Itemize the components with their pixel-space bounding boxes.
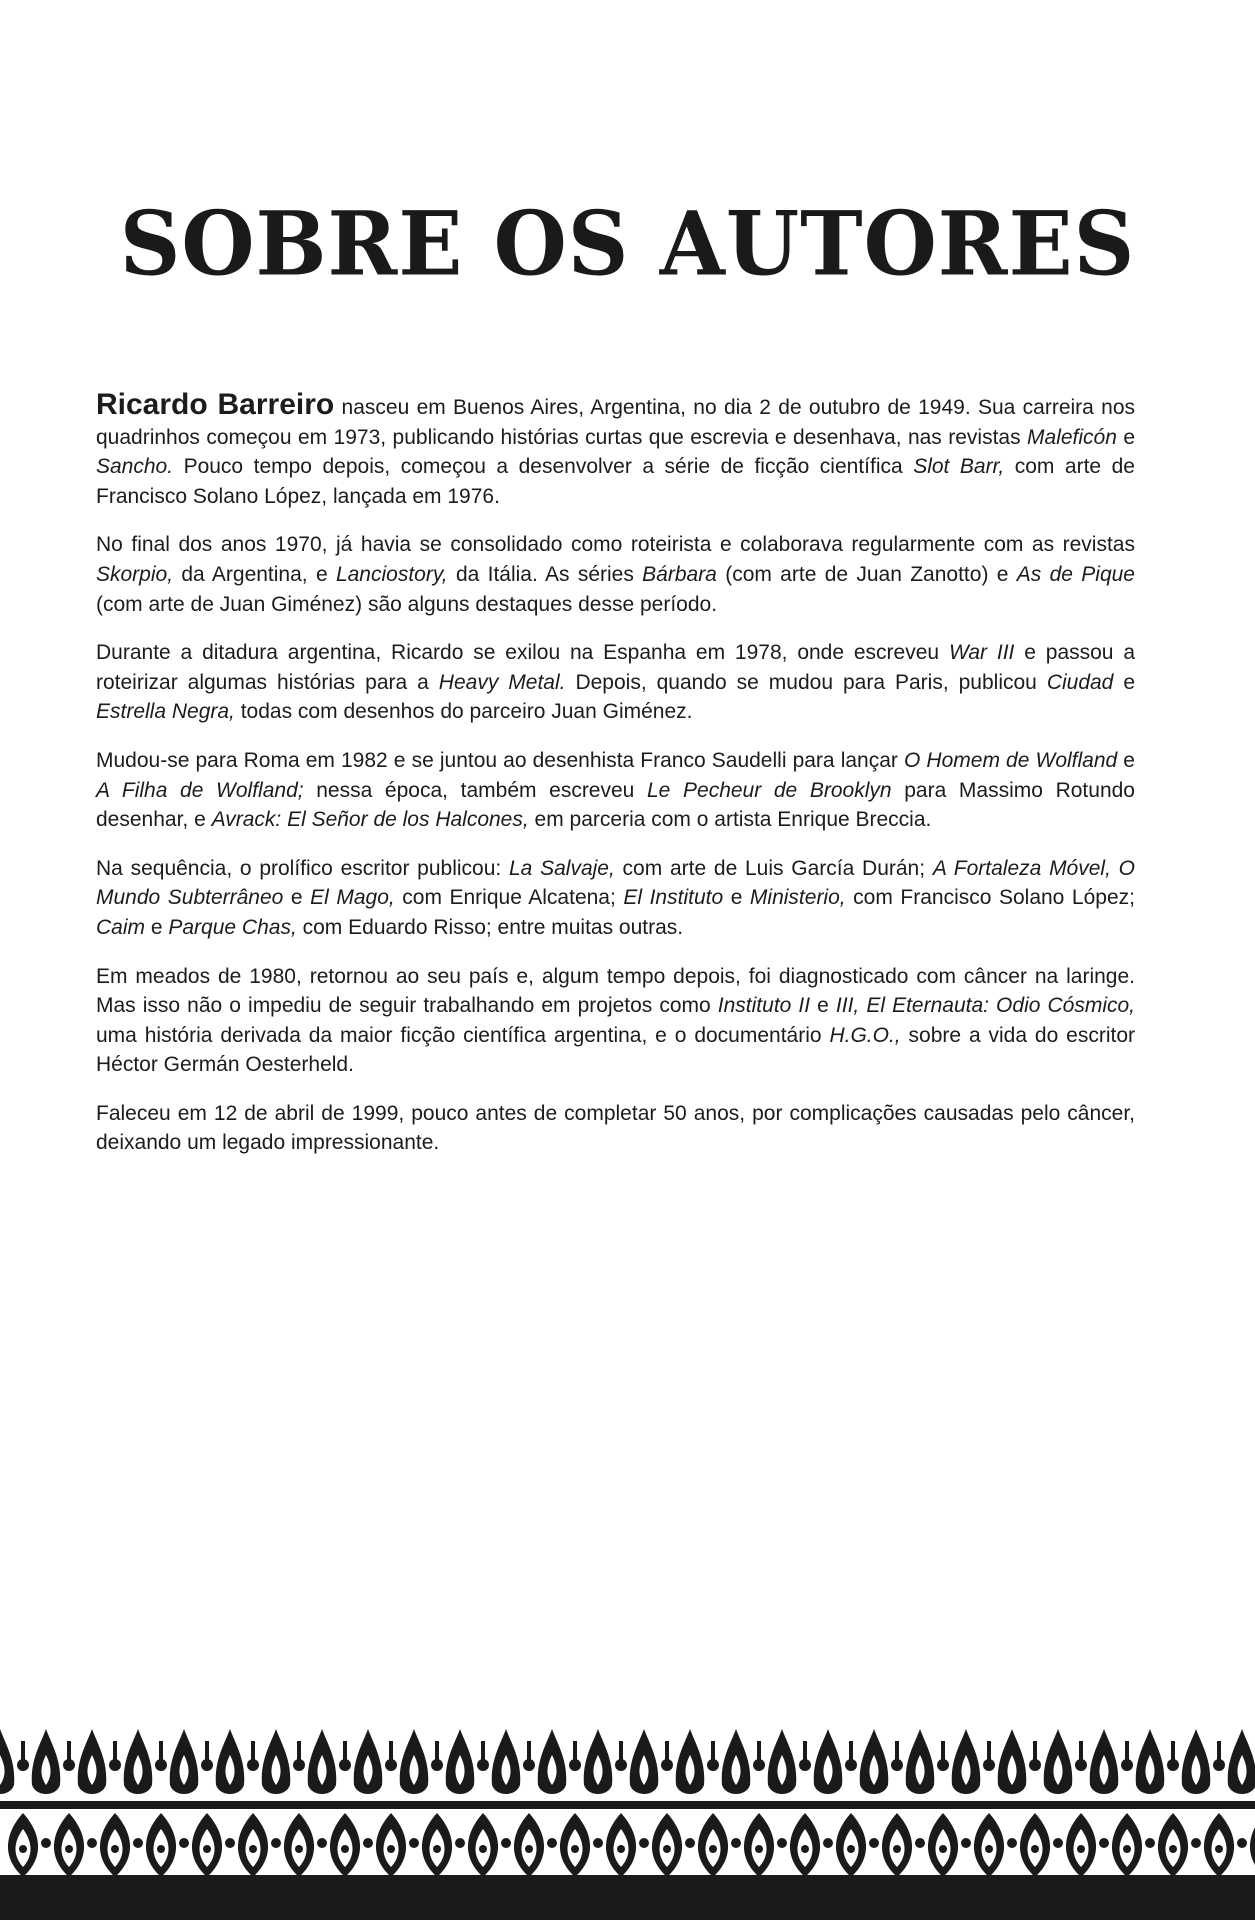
work-title: Heavy Metal. — [438, 670, 566, 694]
border-motif — [341, 1845, 349, 1853]
work-title: Ciudad — [1046, 670, 1114, 694]
work-title: El Mago, — [310, 886, 395, 910]
border-motif — [501, 1838, 511, 1848]
border-motif — [1031, 1845, 1039, 1853]
bio-text: e — [145, 915, 169, 939]
work-title: O Homem de Wolfland — [904, 748, 1118, 772]
border-motif — [803, 1741, 807, 1763]
border-motif — [435, 1741, 439, 1763]
border-motif — [1033, 1741, 1037, 1763]
bio-text: com Francisco Solano López; — [845, 886, 1135, 910]
work-title: Estrella Negra, — [96, 700, 235, 724]
border-motif — [1099, 1838, 1109, 1848]
bio-text: para Massimo Rotundo desenhar, e — [96, 778, 1135, 832]
border-motif — [433, 1845, 441, 1853]
bio-text: Depois, quando se mudou para Paris, publicou — [565, 670, 1047, 694]
bio-text: da Argentina, e — [173, 562, 336, 586]
border-motif — [389, 1741, 393, 1763]
border-motif — [317, 1838, 327, 1848]
border-motif — [157, 1845, 165, 1853]
border-motif — [915, 1838, 925, 1848]
border-motif — [757, 1741, 761, 1763]
border-motif — [1169, 1845, 1177, 1853]
border-motif — [1250, 1813, 1255, 1877]
border-motif — [455, 1838, 465, 1848]
bio-paragraph — [96, 390, 1135, 511]
bio-text: e — [1116, 425, 1136, 449]
border-motif — [65, 1845, 73, 1853]
border-motif — [409, 1838, 419, 1848]
bio-paragraph — [96, 530, 1135, 619]
border-motif — [639, 1838, 649, 1848]
border-motif — [709, 1845, 717, 1853]
border-motif — [363, 1838, 373, 1848]
border-motif — [251, 1741, 255, 1763]
border-motif — [665, 1741, 669, 1763]
border-motif — [593, 1838, 603, 1848]
border-motif — [869, 1838, 879, 1848]
border-motif — [1077, 1845, 1085, 1853]
work-title: Avrack: El Señor de los Halcones, — [211, 808, 529, 832]
bio-text: todas com desenhos do parceiro Juan Giménez. — [234, 700, 693, 724]
border-motif — [1171, 1741, 1175, 1763]
border-motif — [801, 1845, 809, 1853]
border-motif — [987, 1741, 991, 1763]
border-motif — [985, 1845, 993, 1853]
border-motif — [481, 1741, 485, 1763]
bio-text: (com arte de Juan Zanotto) e — [716, 562, 1017, 586]
bio-text: e passou a roteirizar algumas histórias para a — [96, 641, 1136, 694]
bio-text: e — [1113, 670, 1136, 694]
border-motif — [343, 1741, 347, 1763]
border-motif — [203, 1845, 211, 1853]
bio-text: nessa época, também escreveu — [303, 778, 647, 802]
work-title: Skorpio, — [96, 562, 174, 586]
border-motif — [0, 1801, 1255, 1809]
border-motif — [67, 1741, 71, 1763]
border-motif — [527, 1741, 531, 1763]
work-title: Bárbara — [642, 562, 717, 586]
work-title: Maleficón — [1027, 425, 1117, 449]
border-motif — [1053, 1838, 1063, 1848]
bio-text: uma história derivada da maior ficção científica argentina, e o documentário — [96, 1023, 830, 1047]
border-motif — [547, 1838, 557, 1848]
border-motif — [573, 1741, 577, 1763]
border-motif — [1123, 1845, 1131, 1853]
border-motif — [777, 1838, 787, 1848]
border-motif — [1217, 1741, 1221, 1763]
border-motif — [1125, 1741, 1129, 1763]
border-motif — [133, 1838, 143, 1848]
work-title: A Fortaleza Móvel, O Mundo Subterrâneo — [96, 856, 1135, 910]
author-name: Ricardo Barreiro — [96, 388, 335, 421]
bio-text: com arte de Francisco Solano López, lançada em 1976. — [96, 455, 1135, 508]
work-title: III, El Eternauta: Odio Cósmico, — [835, 994, 1135, 1018]
work-title: El Instituto — [623, 886, 724, 910]
bio-paragraph — [96, 638, 1135, 727]
border-motif — [823, 1838, 833, 1848]
work-title: La Salvaje, — [509, 856, 615, 880]
bio-text: e — [283, 886, 311, 910]
border-motif — [111, 1845, 119, 1853]
work-title: Instituto II — [717, 994, 811, 1018]
border-motif — [1191, 1838, 1201, 1848]
work-title: Lanciostory, — [335, 562, 448, 586]
border-motif — [1079, 1741, 1083, 1763]
bio-paragraph — [96, 746, 1135, 835]
bio-text: com Eduardo Risso; entre muitas outras. — [296, 915, 684, 939]
border-motif — [663, 1845, 671, 1853]
border-motif — [711, 1741, 715, 1763]
border-motif — [571, 1845, 579, 1853]
border-motif — [1237, 1838, 1247, 1848]
work-title: H.G.O., — [829, 1023, 901, 1047]
bio-text: Pouco tempo depois, começou a desenvolver a série de ficção científica — [173, 455, 914, 479]
bio-text: e — [810, 994, 836, 1018]
border-motif — [0, 1875, 1255, 1920]
work-title: Le Pecheur de Brooklyn — [647, 778, 892, 802]
work-title: Caim — [96, 915, 146, 939]
work-title: Ministerio, — [749, 886, 846, 910]
border-motif — [225, 1838, 235, 1848]
ornamental-border-pattern — [0, 1725, 1255, 1920]
bio-text: em parceria com o artista Enrique Breccia. — [528, 808, 932, 832]
bio-text: Na sequência, o prolífico escritor publicou: — [96, 856, 509, 880]
work-title: Sancho. — [96, 455, 174, 479]
border-motif — [619, 1741, 623, 1763]
border-motif — [893, 1845, 901, 1853]
border-motif — [249, 1845, 257, 1853]
border-motif — [113, 1741, 117, 1763]
border-motif — [895, 1741, 899, 1763]
bio-paragraph — [96, 1099, 1135, 1158]
border-motif — [205, 1741, 209, 1763]
border-motif — [847, 1845, 855, 1853]
border-motif — [1215, 1845, 1223, 1853]
border-motif — [617, 1845, 625, 1853]
bio-text: nasceu em Buenos Aires, Argentina, no dia 2 de outubro de 1949. Sua carreira nos quadrinhos começou em 1973, publicando histórias curtas que escrevia e desenhava, nas revistas — [96, 396, 1136, 449]
border-motif — [1145, 1838, 1155, 1848]
border-motif — [295, 1845, 303, 1853]
border-motif — [21, 1741, 25, 1763]
border-motif — [387, 1845, 395, 1853]
work-title: War III — [948, 641, 1015, 665]
bio-text: No final dos anos 1970, já havia se consolidado como roteirista e colaborava regularmente com as revistas — [96, 533, 1135, 557]
bio-paragraph — [96, 962, 1135, 1080]
bio-text: com Enrique Alcatena; — [394, 886, 624, 910]
border-motif — [849, 1741, 853, 1763]
border-motif — [19, 1845, 27, 1853]
border-motif — [159, 1741, 163, 1763]
work-title: As de Pique — [1016, 562, 1135, 586]
bio-text: e — [723, 886, 750, 910]
border-motif — [939, 1845, 947, 1853]
border-motif — [179, 1838, 189, 1848]
border-motif — [1007, 1838, 1017, 1848]
border-motif — [87, 1838, 97, 1848]
bio-text: Faleceu em 12 de abril de 1999, pouco antes de completar 50 anos, por complicações causadas pelo câncer, deixando um legado impressionante. — [96, 1101, 1135, 1155]
border-motif — [525, 1845, 533, 1853]
bio-text: Mudou-se para Roma em 1982 e se juntou ao desenhista Franco Saudelli para lançar — [96, 748, 904, 772]
border-motif — [961, 1838, 971, 1848]
work-title: A Filha de Wolfland; — [96, 778, 304, 802]
border-motif — [941, 1741, 945, 1763]
work-title: Slot Barr, — [913, 455, 1005, 479]
border-motif — [479, 1845, 487, 1853]
author-biography — [96, 390, 1135, 1177]
bio-text: sobre a vida do escritor Héctor Germán Oesterheld. — [96, 1023, 1136, 1077]
border-motif — [685, 1838, 695, 1848]
page-title: SOBRE OS AUTORES — [119, 191, 1136, 296]
bio-text: (com arte de Juan Giménez) são alguns destaques desse período. — [96, 592, 718, 616]
border-motif — [731, 1838, 741, 1848]
bio-text: Durante a ditadura argentina, Ricardo se exilou na Espanha em 1978, onde escreveu — [96, 641, 949, 665]
bio-text: e — [1117, 748, 1135, 772]
border-motif — [755, 1845, 763, 1853]
border-motif — [41, 1838, 51, 1848]
bio-text: Em meados de 1980, retornou ao seu país e, algum tempo depois, foi diagnosticado com câncer na laringe. Mas isso não o impediu de seguir trabalhando em projetos como — [96, 964, 1135, 1018]
bio-text: da Itália. As séries — [447, 562, 643, 586]
bio-paragraph — [96, 854, 1135, 943]
bio-text: com arte de Luis García Durán; — [614, 856, 933, 880]
border-motif — [271, 1838, 281, 1848]
work-title: Parque Chas, — [168, 915, 297, 939]
border-motif — [297, 1741, 301, 1763]
